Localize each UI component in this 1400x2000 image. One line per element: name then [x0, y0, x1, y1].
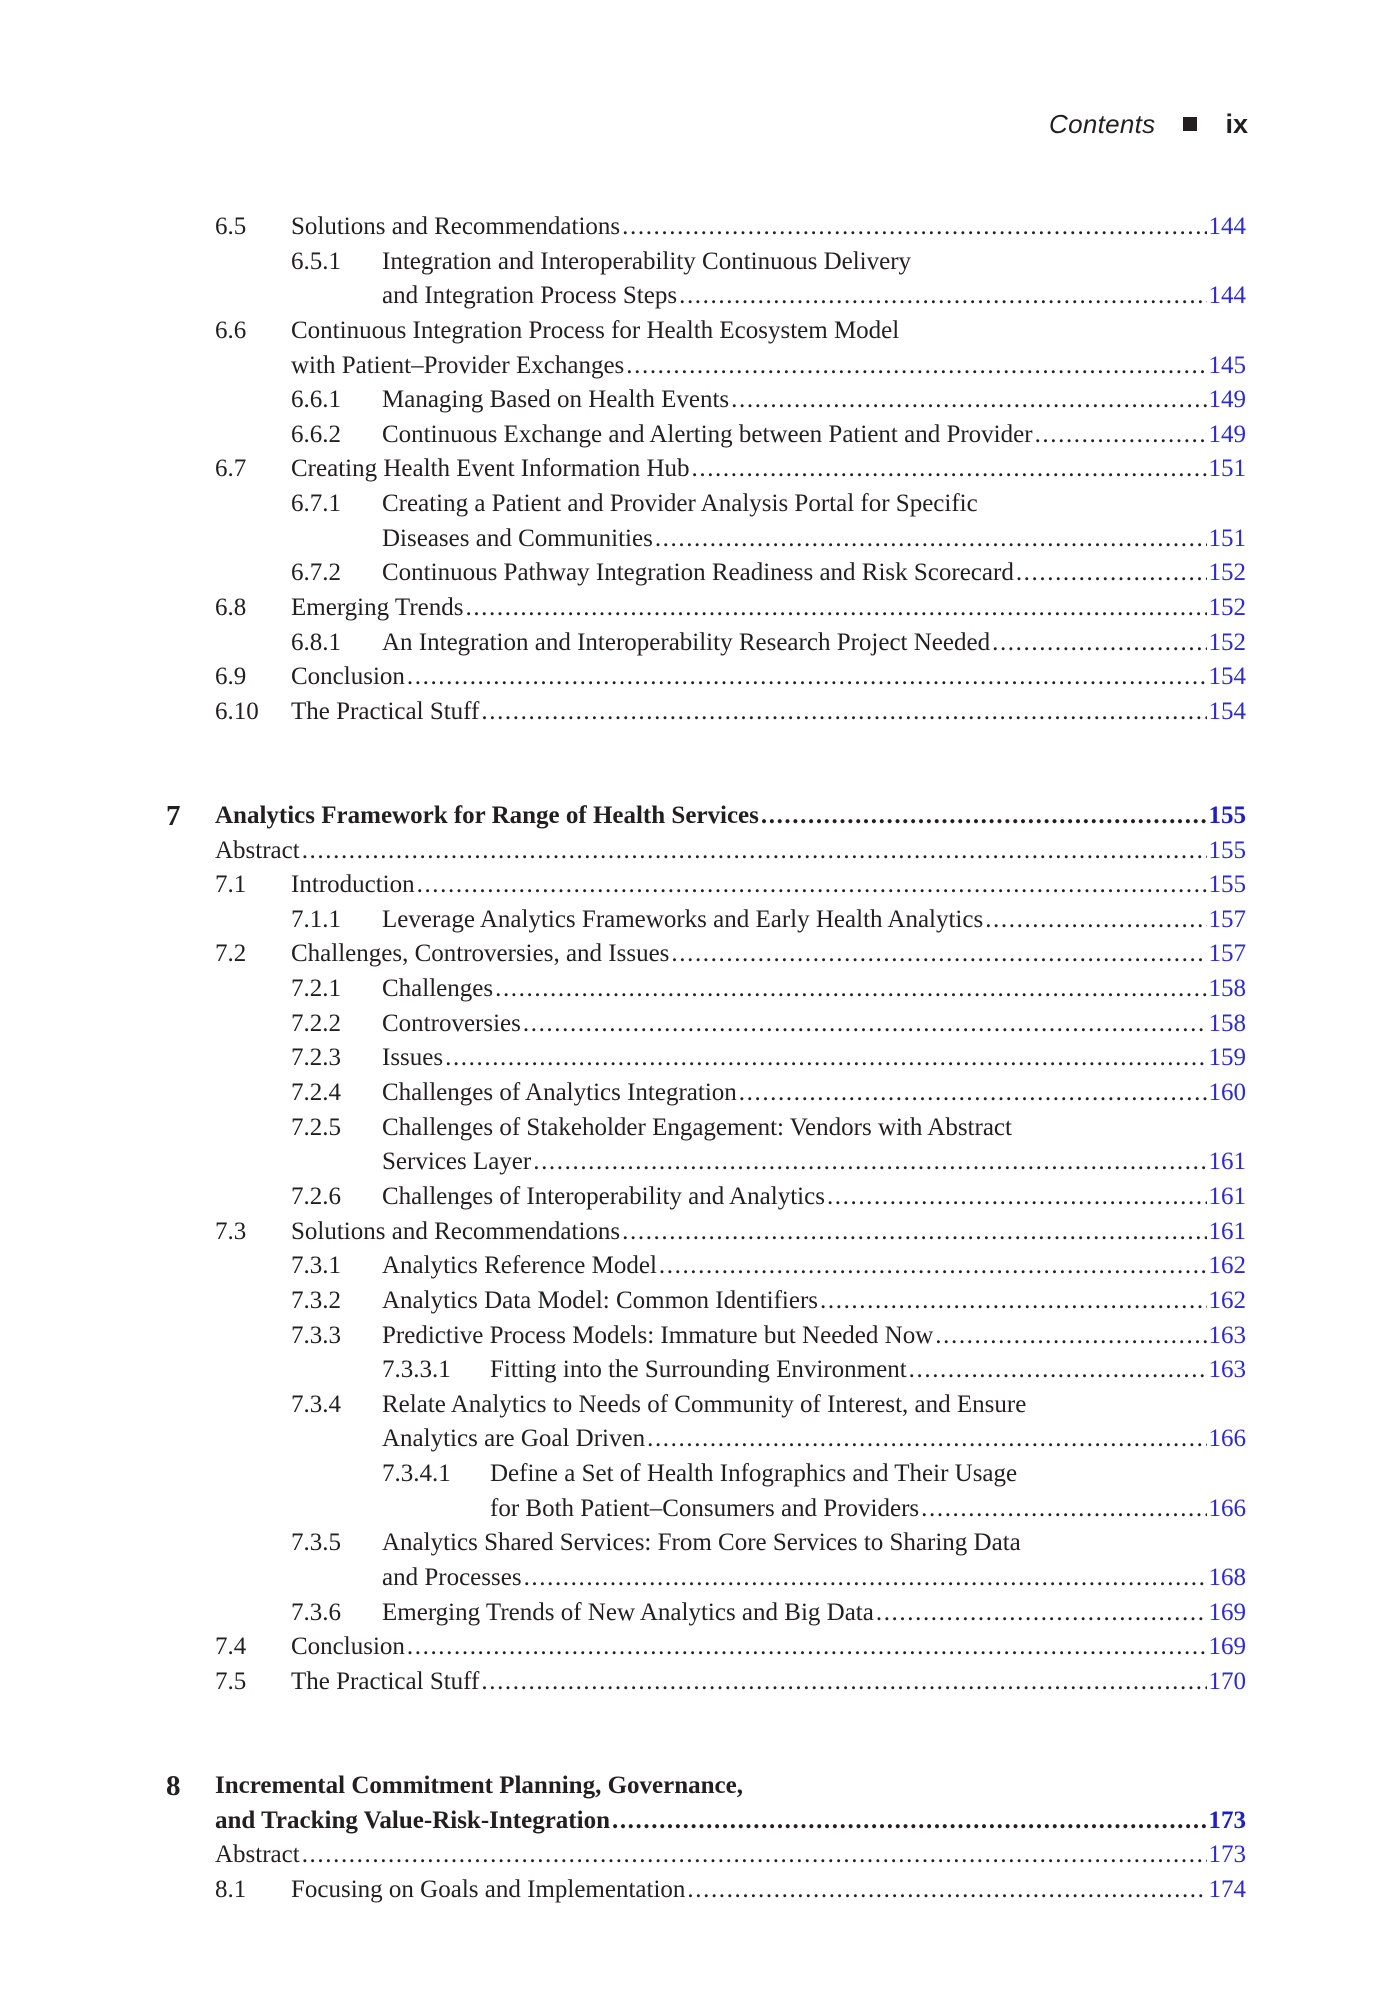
toc-entry[interactable]	[0, 868, 1400, 903]
section-title[interactable]: Abstract	[215, 1841, 300, 1869]
section-number: 7.3.1	[291, 1252, 341, 1280]
entry-line	[291, 660, 1246, 695]
section-title[interactable]: Conclusion	[291, 663, 405, 691]
entry-line	[291, 1215, 1246, 1250]
entry-line	[291, 349, 1246, 384]
dot-leader	[876, 1596, 1207, 1631]
toc-entry[interactable]	[0, 972, 1400, 1007]
page-link[interactable]: 151	[1208, 524, 1246, 552]
page-link[interactable]: 161	[1208, 1182, 1246, 1210]
entry-line	[382, 487, 980, 522]
toc-entry[interactable]	[0, 1596, 1400, 1631]
dot-leader	[679, 279, 1206, 314]
entry-line	[382, 903, 1246, 938]
dot-leader	[481, 1665, 1206, 1700]
section-title[interactable]: Challenges of Interoperability and Analytics	[382, 1182, 825, 1210]
toc-entry[interactable]	[0, 1145, 1400, 1180]
page-link[interactable]: 151	[1208, 455, 1246, 483]
page-link[interactable]: 158	[1208, 975, 1246, 1003]
page-link[interactable]: 149	[1208, 386, 1246, 414]
entry-line	[291, 695, 1246, 730]
section-title[interactable]: Solutions and Recommendations	[291, 213, 621, 240]
dot-leader	[1035, 418, 1207, 453]
dot-leader	[671, 937, 1206, 972]
section-title[interactable]: Continuous Pathway Integration Readiness and Risk Scorecard	[382, 559, 1014, 587]
entry-line	[490, 1353, 1246, 1388]
entry-line	[382, 972, 1246, 1007]
toc-entry	[0, 1526, 1400, 1561]
entry-line	[382, 245, 913, 280]
toc-entry[interactable]	[0, 660, 1400, 695]
entry-line	[291, 591, 1246, 626]
toc-entry[interactable]	[0, 1215, 1400, 1250]
section-number: 7.1.1	[291, 905, 341, 933]
running-head	[1049, 104, 1248, 144]
page-link[interactable]: 162	[1208, 1286, 1246, 1314]
dot-leader	[935, 1319, 1206, 1354]
section-number: 6.5	[215, 213, 247, 240]
toc-entry[interactable]	[0, 1422, 1400, 1457]
toc-chapter-entry	[0, 1769, 1400, 1804]
square-separator-icon	[1183, 117, 1197, 131]
dot-leader	[622, 210, 1206, 245]
page-link[interactable]: 170	[1208, 1667, 1246, 1695]
section-title[interactable]: Predictive Process Models: Immature but Needed Now	[382, 1321, 934, 1349]
page-link[interactable]: 144	[1208, 213, 1246, 240]
page-link[interactable]: 144	[1208, 282, 1246, 310]
toc-entry[interactable]	[0, 1665, 1400, 1700]
running-head-title: Contents	[1049, 108, 1156, 139]
toc-entry[interactable]	[0, 1561, 1400, 1596]
section-number: 6.7.1	[291, 490, 341, 518]
toc-entry	[0, 1457, 1400, 1492]
section-number: 7.2.4	[291, 1079, 341, 1107]
dot-leader	[827, 1180, 1207, 1215]
toc-entry[interactable]	[0, 591, 1400, 626]
dot-leader	[524, 1561, 1207, 1596]
toc-chapter-entry[interactable]	[0, 1804, 1400, 1839]
toc-entry[interactable]	[0, 383, 1400, 418]
dot-leader	[761, 799, 1207, 834]
page-link[interactable]: 149	[1208, 420, 1246, 448]
entry-line	[382, 1180, 1246, 1215]
toc-entry[interactable]	[0, 1492, 1400, 1527]
section-title: Continuous Integration Process for Health Ecosystem Model	[291, 316, 900, 344]
entry-line	[382, 1526, 1023, 1561]
page-link[interactable]: 166	[1208, 1494, 1246, 1522]
section-title[interactable]: Issues	[382, 1044, 444, 1072]
dot-leader	[407, 660, 1207, 695]
section-title[interactable]: Challenges, Controversies, and Issues	[291, 940, 670, 968]
section-title: Analytics Shared Services: From Core Services to Sharing Data	[382, 1529, 1021, 1557]
dot-leader	[612, 1804, 1207, 1839]
page-link[interactable]: 173	[1208, 1806, 1246, 1834]
section-title[interactable]: Emerging Trends	[291, 594, 464, 622]
toc-entry[interactable]	[0, 210, 1400, 245]
page-link[interactable]: 161	[1208, 1148, 1246, 1176]
section-number: 7.3.6	[291, 1598, 341, 1626]
toc-abstract-entry[interactable]	[0, 1838, 1400, 1873]
entry-line	[382, 1319, 1246, 1354]
section-number: 7.3.4.1	[382, 1460, 451, 1488]
page-link[interactable]: 154	[1208, 663, 1246, 691]
chapter-spacer	[0, 730, 1400, 799]
section-title[interactable]: Solutions and Recommendations	[291, 1217, 621, 1245]
page-link[interactable]: 152	[1208, 594, 1246, 622]
dot-leader	[687, 1873, 1206, 1908]
entry-line	[382, 522, 1246, 557]
section-title[interactable]: Analytics are Goal Driven	[382, 1425, 646, 1453]
section-number: 6.5.1	[291, 247, 341, 275]
page-link[interactable]: 169	[1208, 1633, 1246, 1661]
entry-line	[382, 1007, 1246, 1042]
toc-entry[interactable]	[0, 452, 1400, 487]
section-title[interactable]: and Tracking Value-Risk-Integration	[215, 1806, 610, 1834]
toc-entry[interactable]	[0, 279, 1400, 314]
page-link[interactable]: 159	[1208, 1044, 1246, 1072]
page-link[interactable]: 155	[1208, 801, 1246, 829]
toc-entry[interactable]	[0, 418, 1400, 453]
toc-entry[interactable]	[0, 1873, 1400, 1908]
section-title[interactable]: Leverage Analytics Frameworks and Early Health Analytics	[382, 905, 984, 933]
section-number: 7.2	[215, 940, 247, 968]
entry-line	[382, 626, 1246, 661]
page-link[interactable]: 173	[1208, 1841, 1246, 1869]
dot-leader	[692, 452, 1207, 487]
toc-entry[interactable]	[0, 695, 1400, 730]
page-link[interactable]: 160	[1208, 1079, 1246, 1107]
toc-entry[interactable]	[0, 1041, 1400, 1076]
page-link[interactable]: 166	[1208, 1425, 1246, 1453]
page-link[interactable]: 154	[1208, 697, 1246, 725]
section-number: 7.2.6	[291, 1182, 341, 1210]
dot-leader	[647, 1422, 1206, 1457]
entry-line	[382, 1249, 1246, 1284]
entry-line	[291, 452, 1246, 487]
entry-line	[382, 1111, 1014, 1146]
section-title[interactable]: Analytics Data Model: Common Identifiers	[382, 1286, 819, 1314]
section-title[interactable]: Fitting into the Surrounding Environment	[490, 1356, 907, 1384]
entry-line	[382, 1422, 1246, 1457]
section-title[interactable]: Continuous Exchange and Alerting between Patient and Provider	[382, 420, 1033, 448]
dot-leader	[302, 1838, 1207, 1873]
page-link[interactable]: 161	[1208, 1217, 1246, 1245]
section-title[interactable]: Creating Health Event Information Hub	[291, 455, 690, 483]
page-link[interactable]: 145	[1208, 351, 1246, 379]
dot-leader	[626, 349, 1206, 384]
section-number: 7.3.5	[291, 1529, 341, 1557]
section-title[interactable]: Abstract	[215, 836, 300, 864]
page-link[interactable]: 162	[1208, 1252, 1246, 1280]
section-title[interactable]: Focusing on Goals and Implementation	[291, 1875, 686, 1903]
dot-leader	[407, 1630, 1207, 1665]
section-number: 7.3	[215, 1217, 247, 1245]
page-link[interactable]: 158	[1208, 1009, 1246, 1037]
entry-line	[215, 799, 1246, 834]
toc-entry	[0, 314, 1400, 349]
toc-entry[interactable]	[0, 1353, 1400, 1388]
dot-leader	[655, 522, 1207, 557]
table-of-contents	[0, 210, 1400, 1907]
entry-line	[291, 1873, 1246, 1908]
dot-leader	[417, 868, 1207, 903]
section-title[interactable]: Conclusion	[291, 1633, 405, 1661]
toc-entry	[0, 1388, 1400, 1423]
section-number: 6.8.1	[291, 628, 341, 656]
entry-line	[215, 1769, 745, 1804]
toc-chapter-entry[interactable]	[0, 799, 1400, 834]
dot-leader	[820, 1284, 1206, 1319]
entry-line	[382, 383, 1246, 418]
section-title: Integration and Interoperability Continuous Delivery	[382, 247, 912, 275]
toc-entry[interactable]	[0, 1319, 1400, 1354]
entry-line	[382, 418, 1246, 453]
page-link[interactable]: 169	[1208, 1598, 1246, 1626]
dot-leader	[481, 695, 1206, 730]
section-title[interactable]: The Practical Stuff	[291, 1667, 480, 1695]
entry-line	[291, 1665, 1246, 1700]
dot-leader	[533, 1145, 1206, 1180]
entry-line	[291, 868, 1246, 903]
section-title: Relate Analytics to Needs of Community of Interest, and Ensure	[382, 1390, 1027, 1418]
section-number: 6.6.1	[291, 386, 341, 414]
section-number: 6.6.2	[291, 420, 341, 448]
toc-entry[interactable]	[0, 626, 1400, 661]
page-link[interactable]: 155	[1208, 836, 1246, 864]
section-title[interactable]: Controversies	[382, 1009, 521, 1037]
entry-line	[382, 1561, 1246, 1596]
toc-entry	[0, 245, 1400, 280]
section-number: 6.7	[215, 455, 247, 483]
dot-leader	[1016, 556, 1207, 591]
toc-entry[interactable]	[0, 522, 1400, 557]
section-number: 8.1	[215, 1875, 247, 1903]
dot-leader	[992, 626, 1206, 661]
dot-leader	[731, 383, 1206, 418]
dot-leader	[302, 834, 1207, 869]
section-number: 6.8	[215, 594, 247, 622]
section-number: 7.4	[215, 1633, 247, 1661]
toc-entry	[0, 487, 1400, 522]
section-number: 7.2.2	[291, 1009, 341, 1037]
section-number: 6.7.2	[291, 559, 341, 587]
section-number: 7.5	[215, 1667, 247, 1695]
section-number: 8	[166, 1769, 181, 1802]
section-title: Challenges of Stakeholder Engagement: Vendors with Abstract	[382, 1113, 1012, 1141]
page-number: ix	[1225, 108, 1248, 139]
section-number: 6.6	[215, 316, 247, 344]
page-link[interactable]: 152	[1208, 559, 1246, 587]
toc-entry[interactable]	[0, 1180, 1400, 1215]
section-number: 6.10	[215, 697, 259, 725]
page-link[interactable]: 168	[1208, 1564, 1246, 1591]
entry-line	[382, 1284, 1246, 1319]
toc-entry[interactable]	[0, 1284, 1400, 1319]
section-title: Define a Set of Health Infographics and Their Usage	[490, 1460, 1018, 1488]
section-title[interactable]: Emerging Trends of New Analytics and Big Data	[382, 1598, 874, 1626]
toc-entry[interactable]	[0, 937, 1400, 972]
section-number: 7	[166, 799, 181, 832]
page-link[interactable]: 157	[1208, 905, 1246, 933]
section-title[interactable]: Challenges of Analytics Integration	[382, 1079, 737, 1107]
toc-entry[interactable]	[0, 1076, 1400, 1111]
dot-leader	[523, 1007, 1207, 1042]
entry-line	[490, 1457, 1019, 1492]
section-title[interactable]: Services Layer	[382, 1148, 532, 1176]
page-link[interactable]: 163	[1208, 1356, 1246, 1384]
dot-leader	[495, 972, 1206, 1007]
entry-line	[382, 1596, 1246, 1631]
section-title[interactable]: and Integration Process Steps	[382, 282, 678, 310]
toc-entry[interactable]	[0, 556, 1400, 591]
toc-entry[interactable]	[0, 1007, 1400, 1042]
section-title[interactable]: Challenges	[382, 975, 494, 1003]
section-number: 7.2.3	[291, 1044, 341, 1072]
toc-entry[interactable]	[0, 903, 1400, 938]
section-title[interactable]: Introduction	[291, 871, 415, 899]
dot-leader	[465, 591, 1206, 626]
section-title[interactable]: Managing Based on Health Events	[382, 386, 730, 414]
dot-leader	[445, 1041, 1206, 1076]
section-title[interactable]: with Patient–Provider Exchanges	[291, 351, 625, 379]
entry-line	[291, 1630, 1246, 1665]
entry-line	[291, 937, 1246, 972]
section-title[interactable]: for Both Patient–Consumers and Providers	[490, 1494, 920, 1522]
entry-line	[382, 1388, 1028, 1423]
entry-line	[215, 1804, 1246, 1839]
section-number: 6.9	[215, 663, 247, 691]
entry-line	[215, 1838, 1246, 1873]
entry-line	[382, 279, 1246, 314]
toc-entry[interactable]	[0, 1630, 1400, 1665]
entry-line	[490, 1492, 1246, 1527]
entry-line	[382, 1041, 1246, 1076]
entry-line	[382, 556, 1246, 591]
section-title[interactable]: Analytics Reference Model	[382, 1252, 657, 1280]
page-link[interactable]: 163	[1208, 1321, 1246, 1349]
page-link[interactable]: 174	[1208, 1875, 1246, 1903]
toc-entry	[0, 1111, 1400, 1146]
dot-leader	[985, 903, 1206, 938]
section-title[interactable]: Analytics Framework for Range of Health Services	[215, 801, 759, 829]
dot-leader	[659, 1249, 1207, 1284]
page-link[interactable]: 152	[1208, 628, 1246, 656]
section-number: 7.3.3.1	[382, 1356, 451, 1384]
dot-leader	[739, 1076, 1207, 1111]
chapter-spacer	[0, 1700, 1400, 1769]
section-title[interactable]: The Practical Stuff	[291, 697, 480, 725]
section-title: Creating a Patient and Provider Analysis Portal for Specific	[382, 490, 978, 518]
toc-abstract-entry[interactable]	[0, 834, 1400, 869]
section-number: 7.3.3	[291, 1321, 341, 1349]
section-number: 7.2.5	[291, 1113, 341, 1141]
entry-line	[291, 314, 901, 349]
entry-line	[215, 834, 1246, 869]
section-number: 7.3.4	[291, 1390, 341, 1418]
toc-entry[interactable]	[0, 1249, 1400, 1284]
toc-entry[interactable]	[0, 349, 1400, 384]
section-number: 7.2.1	[291, 975, 341, 1003]
section-title[interactable]: and Processes	[382, 1564, 522, 1591]
dot-leader	[921, 1492, 1206, 1527]
section-title: Incremental Commitment Planning, Governance,	[215, 1771, 743, 1799]
page-link[interactable]: 157	[1208, 940, 1246, 968]
dot-leader	[622, 1215, 1206, 1250]
section-title[interactable]: An Integration and Interoperability Research Project Needed	[382, 628, 991, 656]
section-number: 7.3.2	[291, 1286, 341, 1314]
section-title[interactable]: Diseases and Communities	[382, 524, 653, 552]
page-link[interactable]: 155	[1208, 871, 1246, 899]
entry-line	[291, 210, 1246, 245]
dot-leader	[909, 1353, 1207, 1388]
entry-line	[382, 1076, 1246, 1111]
entry-line	[382, 1145, 1246, 1180]
section-number: 7.1	[215, 871, 247, 899]
